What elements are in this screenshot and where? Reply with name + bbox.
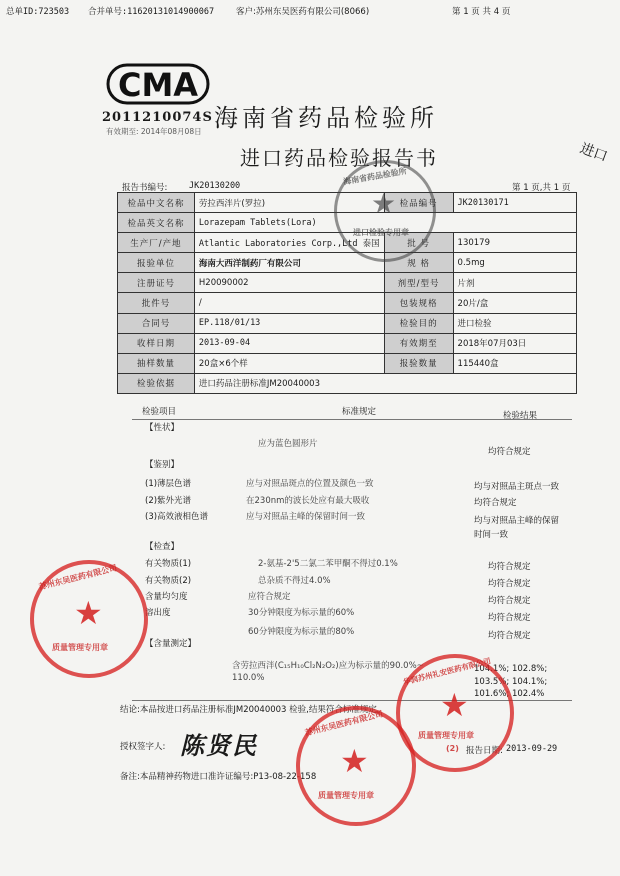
table-row — [118, 293, 577, 313]
identification-tlc-standard: 应与对照品斑点的位置及颜色一致 — [246, 479, 374, 489]
section-appearance: 【性状】 — [145, 423, 180, 433]
assay-standard-cont: 110.0% — [232, 673, 265, 683]
cell-label: 收样日期 — [118, 333, 195, 353]
footer-note: 备注:本品精神药物进口准许证编号:P13-08-22-158 — [120, 772, 317, 782]
signatory-label: 授权签字人: — [120, 742, 166, 752]
cell-value: 片剂 — [453, 273, 576, 293]
cma-logo — [106, 62, 212, 108]
identification-tlc-result: 均与对照品主斑点一致 — [474, 482, 560, 492]
cell-value: 进口药品注册标准JM20040003 — [194, 373, 576, 393]
identification-hplc-result-cont: 时间一致 — [474, 530, 509, 540]
inspection-seal: 海南省药品检验所 ★ 进口检验专用章 — [334, 160, 436, 262]
cell-label: 报验数量 — [384, 353, 453, 373]
report-number-label: 报告书编号: — [122, 183, 168, 193]
identification-uv-standard: 在230nm的波长处应有最大吸收 — [246, 496, 370, 506]
star-icon: ★ — [440, 686, 469, 724]
cell-label: 包装规格 — [384, 293, 453, 313]
record-id: 总单ID:723503 — [6, 7, 70, 17]
cell-value: 2018年07月03日 — [453, 333, 576, 353]
assay-standard: 含劳拉西泮(C₁₅H₁₀Cl₂N₂O₂)应为标示量的90.0%~ — [232, 661, 424, 671]
related-substances-1-result: 均符合规定 — [488, 562, 531, 572]
identification-hplc-standard: 应与对照品主峰的保留时间一致 — [246, 512, 366, 522]
cell-value: / — [194, 293, 384, 313]
side-edge-text: 进口 — [577, 140, 610, 166]
identification-uv: (2)紫外光谱 — [145, 496, 192, 506]
assay-result-3: 101.6%; 102.4% — [474, 689, 545, 699]
cell-label: 检验目的 — [384, 313, 453, 333]
related-substances-2: 有关物质(2) — [145, 576, 192, 586]
table-row — [118, 373, 577, 393]
dissolution: 溶出度 — [145, 608, 171, 618]
identification-uv-result: 均符合规定 — [474, 498, 517, 508]
cell-value: Lorazepam Tablets(Lora) — [194, 213, 576, 233]
cell-value: EP.118/01/13 — [194, 313, 384, 333]
assay-result-2: 103.5%; 104.1%; — [474, 677, 548, 687]
cell-label: 抽样数量 — [118, 353, 195, 373]
dissolution-30min-result: 均符合规定 — [488, 613, 531, 623]
table-row — [118, 253, 577, 273]
cell-label: 批 号 — [384, 233, 453, 253]
cell-label: 检品英文名称 — [118, 213, 195, 233]
related-substances-2-result: 均符合规定 — [488, 579, 531, 589]
section-identification: 【鉴别】 — [145, 460, 180, 470]
cell-value: 115440盒 — [453, 353, 576, 373]
related-substances-1: 有关物质(1) — [145, 559, 192, 569]
cell-label: 合同号 — [118, 313, 195, 333]
cell-value: H20090002 — [194, 273, 384, 293]
results-header-item: 检验项目 — [142, 407, 177, 417]
identification-hplc-result: 均与对照品主峰的保留 — [474, 516, 560, 526]
cell-label: 报验单位 — [118, 253, 195, 273]
cma-certificate-number: 2011210074S — [102, 110, 213, 125]
section-assay: 【含量测定】 — [145, 639, 197, 649]
cma-validity: 有效期至: 2014年08月08日 — [106, 127, 202, 136]
company-seal-bottom: 苏州东吴医药有限公司 ★ 质量管理专用章 — [296, 706, 416, 826]
cell-label: 生产厂/产地 — [118, 233, 195, 253]
report-title: 进口药品检验报告书 — [240, 146, 438, 170]
content-uniformity-result: 均符合规定 — [488, 596, 531, 606]
report-date-label: 报告日期: — [466, 746, 503, 756]
fax-header-bar — [0, 0, 620, 22]
cell-label: 注册证号 — [118, 273, 195, 293]
dissolution-60min-standard: 60分钟限度为标示量的80% — [248, 627, 355, 637]
institute-name: 海南省药品检验所 — [214, 104, 438, 132]
dissolution-30min-standard: 30分钟限度为标示量的60% — [248, 608, 355, 618]
company-seal-right: 华润苏州礼安医药有限公司 ★ 质量管理专用章 (2) — [396, 654, 514, 772]
contract-number: 合并单号:11620131014900067 — [88, 7, 215, 17]
cell-value: 劳拉西泮片(罗拉) — [194, 193, 384, 213]
customer-name: 客户:苏州东吴医药有限公司(8066) — [236, 7, 370, 17]
star-icon: ★ — [340, 742, 369, 780]
content-uniformity-standard: 应符合规定 — [248, 592, 291, 602]
results-header-standard: 标准规定 — [342, 407, 377, 417]
cell-label: 检品编号 — [384, 193, 453, 213]
star-icon: ★ — [371, 187, 397, 220]
cell-value: 20盒×6个样 — [194, 353, 384, 373]
identification-hplc: (3)高效液相色谱 — [145, 512, 209, 522]
cell-label: 规 格 — [384, 253, 453, 273]
cell-value: 进口检验 — [453, 313, 576, 333]
svg-text:CMA: CMA — [117, 66, 199, 104]
report-page: 第 1 页,共 1 页 — [512, 183, 571, 193]
cell-label: 检验依据 — [118, 373, 195, 393]
report-date: 2013-09-29 — [506, 744, 558, 754]
cell-value: Atlantic Laboratories Corp.,Ltd 泰国 — [194, 233, 384, 253]
cell-label: 批件号 — [118, 293, 195, 313]
dissolution-60min-result: 均符合规定 — [488, 631, 531, 641]
content-uniformity: 含量均匀度 — [145, 592, 188, 602]
cma-logo-icon — [106, 62, 212, 108]
related-substances-1-standard: 2-氨基-2'5二氯二苯甲酮不得过0.1% — [258, 559, 398, 569]
results-header-result: 检验结果 — [503, 411, 538, 421]
report-number: JK20130200 — [189, 181, 241, 191]
section-examination: 【检查】 — [145, 542, 180, 552]
results-divider — [132, 419, 572, 420]
assay-result-1: 104.1%; 102.8%; — [474, 664, 548, 674]
signature: 陈贤民 — [180, 731, 258, 760]
table-row — [118, 313, 577, 333]
table-row — [118, 333, 577, 353]
cell-label: 检品中文名称 — [118, 193, 195, 213]
identification-tlc: (1)薄层色谱 — [145, 479, 192, 489]
cell-label: 有效期至 — [384, 333, 453, 353]
table-row — [118, 353, 577, 373]
conclusion: 结论:本品按进口药品注册标准JM20040003 检验,结果符合标准规定。 — [120, 705, 386, 715]
appearance-standard: 应为蓝色圆形片 — [258, 439, 318, 449]
cell-value: JK20130171 — [453, 193, 576, 213]
table-row — [118, 273, 577, 293]
cell-value: 海南大西洋制药厂有限公司 — [194, 253, 384, 273]
star-icon: ★ — [74, 594, 103, 632]
cell-value: 130179 — [453, 233, 576, 253]
cell-label: 剂型/型号 — [384, 273, 453, 293]
company-seal-left: 苏州东吴医药有限公司 ★ 质量管理专用章 — [30, 560, 148, 678]
cell-value: 2013-09-04 — [194, 333, 384, 353]
cell-value: 0.5mg — [453, 253, 576, 273]
appearance-result: 均符合规定 — [488, 447, 531, 457]
cell-value: 20片/盒 — [453, 293, 576, 313]
related-substances-2-standard: 总杂质不得过4.0% — [258, 576, 331, 586]
page-info: 第 1 页 共 4 页 — [452, 7, 511, 17]
